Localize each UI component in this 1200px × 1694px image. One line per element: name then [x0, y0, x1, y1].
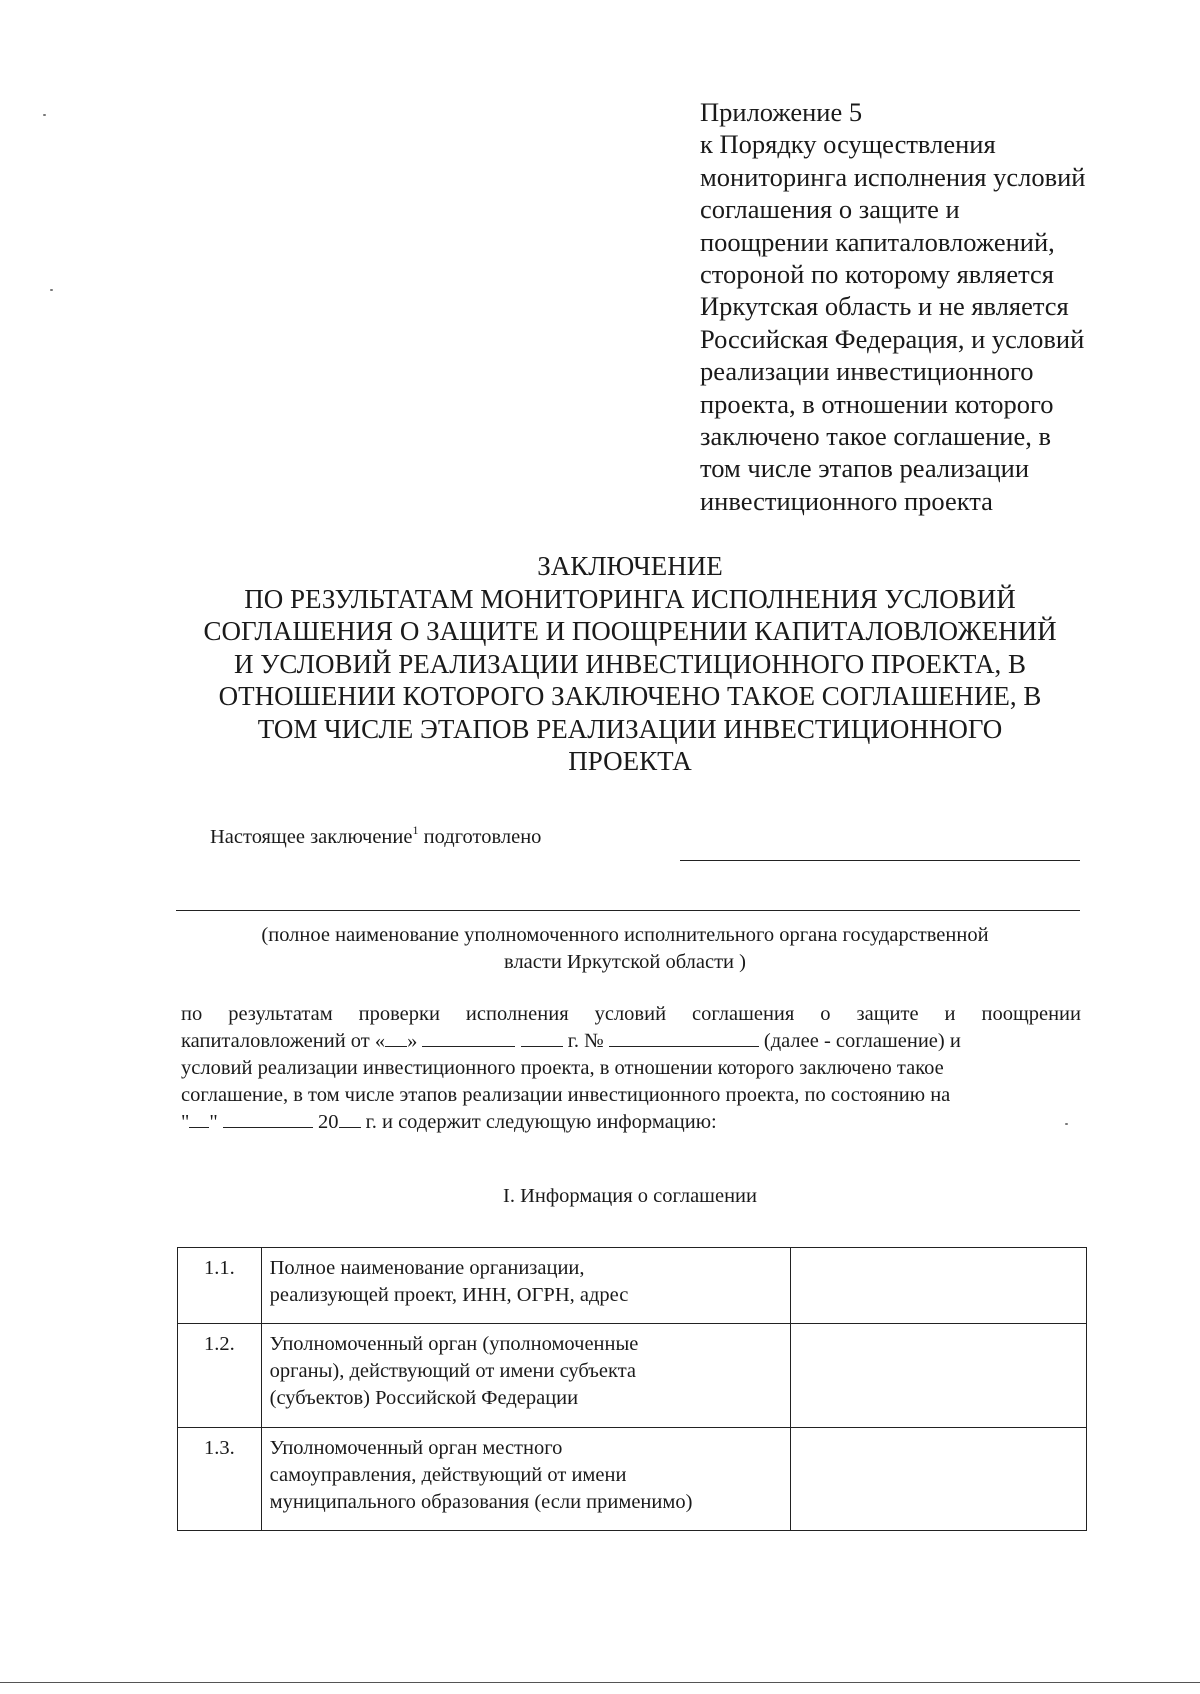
description-line: Полное наименование организации, — [269, 1257, 585, 1279]
appendix-line: к Порядку осуществления — [700, 129, 996, 160]
caption-line: (полное наименование уполномоченного исполнительного органа государственной — [261, 924, 989, 946]
status-year-blank[interactable] — [339, 1109, 361, 1128]
scan-speck — [43, 114, 46, 116]
year-blank[interactable] — [521, 1028, 563, 1047]
organ-name-field-continued[interactable] — [176, 910, 1080, 911]
prepared-before: Настоящее заключение — [210, 826, 413, 848]
prepared-after: подготовлено — [418, 826, 542, 848]
description-line: (субъектов) Российской Федерации — [269, 1387, 579, 1409]
appendix-line: Иркутская область и не является — [700, 291, 1069, 322]
description-line: Уполномоченный орган (уполномоченные — [269, 1333, 639, 1355]
title-line: ЗАКЛЮЧЕНИЕ — [537, 551, 723, 581]
caption-line: власти Иркутской области ) — [504, 951, 746, 973]
row-description — [261, 1324, 790, 1428]
footnote-mark: 1 — [412, 823, 419, 837]
description-line: органы), действующий от имени субъекта — [269, 1360, 637, 1382]
description-line: муниципального образования (если применимо) — [269, 1491, 693, 1513]
table-row — [178, 1428, 1087, 1531]
appendix-line: мониторинга исполнения условий — [700, 161, 1086, 192]
body-line: соглашение, в том числе этапов реализации инвестиционного проекта, по состоянию на — [181, 1084, 951, 1106]
body-line: условий реализации инвестиционного проекта, в отношении которого заключено такое — [181, 1057, 944, 1079]
row-value-cell[interactable] — [791, 1248, 1087, 1324]
appendix-line: Российская Федерация, и условий — [700, 323, 1085, 354]
scan-speck — [50, 289, 53, 291]
row-number: 1.3. — [178, 1428, 262, 1531]
document-title — [140, 550, 1120, 778]
status-month-blank[interactable] — [223, 1109, 313, 1128]
body-text-fragment: » — [407, 1030, 418, 1052]
row-number: 1.2. — [178, 1324, 262, 1428]
row-number: 1.1. — [178, 1248, 262, 1324]
appendix-line: заключено такое соглашение, в — [700, 421, 1051, 452]
field-caption — [175, 922, 1075, 976]
body-text-fragment: г. и содержит следующую информацию: — [365, 1111, 717, 1133]
appendix-line: проекта, в отношении которого — [700, 388, 1054, 419]
appendix-line: инвестиционного проекта — [700, 485, 993, 516]
title-line: ПО РЕЗУЛЬТАТАМ МОНИТОРИНГА ИСПОЛНЕНИЯ УСЛОВИЙ — [244, 583, 1016, 614]
appendix-line: реализации инвестиционного — [700, 356, 1034, 387]
organ-name-field[interactable] — [680, 860, 1080, 861]
prepared-by-text — [210, 823, 542, 849]
description-line: реализующей проект, ИНН, ОГРН, адрес — [269, 1284, 629, 1306]
appendix-line: поощрении капиталовложений, — [700, 226, 1055, 257]
day-blank[interactable] — [385, 1028, 407, 1047]
body-text-fragment: " — [181, 1111, 190, 1133]
body-text-fragment: (далее - соглашение) и — [763, 1030, 961, 1052]
appendix-line: соглашения о защите и — [700, 194, 960, 225]
title-line: ОТНОШЕНИИ КОТОРОГО ЗАКЛЮЧЕНО ТАКОЕ СОГЛАШЕНИЕ, В — [218, 681, 1042, 711]
body-text-fragment: 20 — [318, 1111, 339, 1133]
appendix-line: стороной по которому является — [700, 259, 1054, 290]
title-line: И УСЛОВИЙ РЕАЛИЗАЦИИ ИНВЕСТИЦИОННОГО ПРОЕКТА, В — [233, 648, 1027, 679]
body-line — [181, 1109, 1081, 1136]
title-line: ТОМ ЧИСЛЕ ЭТАПОВ РЕАЛИЗАЦИИ ИНВЕСТИЦИОННОГО — [257, 713, 1003, 744]
appendix-header — [700, 96, 1140, 517]
page-edge-line — [0, 1682, 1200, 1683]
table-row — [178, 1248, 1087, 1324]
appendix-line: том числе этапов реализации — [700, 453, 1030, 484]
row-description — [261, 1428, 790, 1531]
description-line: Уполномоченный орган местного — [269, 1437, 563, 1459]
agreement-info-table — [177, 1247, 1087, 1531]
body-line — [181, 1028, 1081, 1055]
month-blank[interactable] — [422, 1028, 515, 1047]
description-line: самоуправления, действующий от имени — [269, 1464, 627, 1486]
agreement-number-blank[interactable] — [609, 1028, 759, 1047]
body-line: по результатам проверки исполнения условий соглашения о защите и поощрении — [181, 1003, 1081, 1025]
body-text-fragment: г. № — [567, 1030, 604, 1052]
body-text-fragment: " — [209, 1111, 218, 1133]
section-heading: I. Информация о соглашении — [503, 1185, 757, 1207]
table-row — [178, 1324, 1087, 1428]
body-paragraph — [181, 1001, 1081, 1136]
body-text-fragment: капиталовложений от « — [181, 1030, 386, 1052]
row-description — [261, 1248, 790, 1324]
title-line: ПРОЕКТА — [568, 746, 692, 776]
row-value-cell[interactable] — [791, 1428, 1087, 1531]
title-line: СОГЛАШЕНИЯ О ЗАЩИТЕ И ПООЩРЕНИИ КАПИТАЛОВЛОЖЕНИЙ — [203, 616, 1057, 646]
status-day-blank[interactable] — [189, 1109, 209, 1128]
appendix-line: Приложение 5 — [700, 97, 863, 127]
row-value-cell[interactable] — [791, 1324, 1087, 1428]
